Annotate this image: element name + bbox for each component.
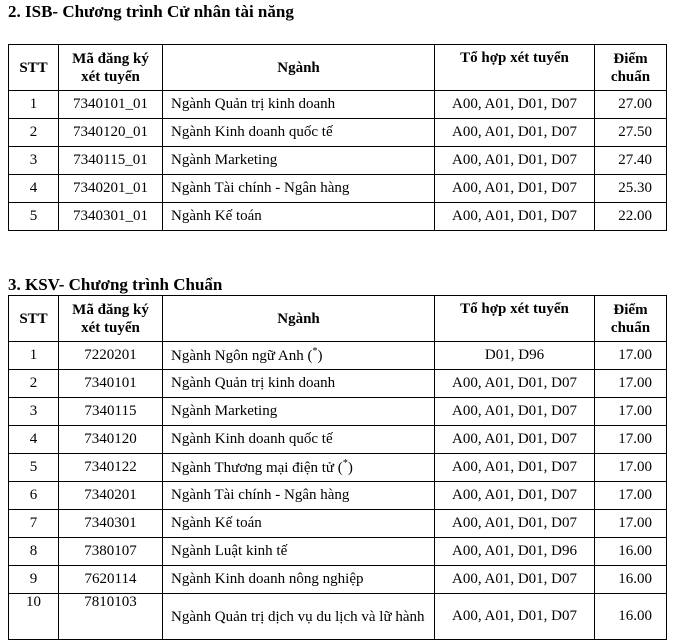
cell-ma: 7340120 xyxy=(59,426,163,454)
cell-nganh: Ngành Kinh doanh nông nghiệp xyxy=(163,566,435,594)
cell-stt: 4 xyxy=(9,175,59,203)
cell-ma: 7340201 xyxy=(59,482,163,510)
section-2-title: 2. ISB- Chương trình Cử nhân tài năng xyxy=(8,2,294,21)
table-row xyxy=(9,426,667,454)
header-diem: Điểm chuẩn xyxy=(595,45,667,91)
cell-ma: 7810103 xyxy=(59,594,163,640)
cell-ma: 7340301 xyxy=(59,510,163,538)
cell-tohop: A00, A01, D01, D07 xyxy=(435,482,595,510)
cell-stt: 8 xyxy=(9,538,59,566)
cell-stt: 2 xyxy=(9,370,59,398)
table-header-row xyxy=(9,45,667,91)
cell-ma: 7220201 xyxy=(59,342,163,370)
cell-tohop: A00, A01, D01, D07 xyxy=(435,398,595,426)
cell-diem: 17.00 xyxy=(595,370,667,398)
cell-tohop: A00, A01, D01, D07 xyxy=(435,175,595,203)
cell-nganh: Ngành Kế toán xyxy=(163,510,435,538)
cell-ma: 7340201_01 xyxy=(59,175,163,203)
table-row xyxy=(9,538,667,566)
header-ma: Mã đăng ký xét tuyển xyxy=(59,296,163,342)
cell-tohop: A00, A01, D01, D07 xyxy=(435,594,595,640)
cell-nganh: Ngành Kinh doanh quốc tế xyxy=(163,119,435,147)
cell-tohop: A00, A01, D01, D07 xyxy=(435,119,595,147)
cell-nganh: Ngành Marketing xyxy=(163,147,435,175)
cell-diem: 27.00 xyxy=(595,91,667,119)
cell-diem: 16.00 xyxy=(595,566,667,594)
cell-tohop: A00, A01, D01, D07 xyxy=(435,566,595,594)
cell-diem: 17.00 xyxy=(595,510,667,538)
cell-tohop: D01, D96 xyxy=(435,342,595,370)
cell-tohop: A00, A01, D01, D07 xyxy=(435,510,595,538)
cell-diem: 22.00 xyxy=(595,203,667,231)
header-stt: STT xyxy=(9,296,59,342)
cell-stt: 1 xyxy=(9,91,59,119)
table-row xyxy=(9,454,667,482)
header-nganh: Ngành xyxy=(163,296,435,342)
cell-nganh: Ngành Tài chính - Ngân hàng xyxy=(163,482,435,510)
table-row xyxy=(9,566,667,594)
header-tohop: Tổ hợp xét tuyển xyxy=(435,296,595,342)
cell-ma: 7340115_01 xyxy=(59,147,163,175)
cell-tohop: A00, A01, D01, D07 xyxy=(435,147,595,175)
cell-tohop: A00, A01, D01, D07 xyxy=(435,426,595,454)
table-row xyxy=(9,203,667,231)
cell-stt: 6 xyxy=(9,482,59,510)
table-row xyxy=(9,482,667,510)
header-stt: STT xyxy=(9,45,59,91)
cell-nganh: Ngành Luật kinh tế xyxy=(163,538,435,566)
table-row xyxy=(9,398,667,426)
header-nganh: Ngành xyxy=(163,45,435,91)
cell-nganh: Ngành Quản trị kinh doanh xyxy=(163,91,435,119)
table-row xyxy=(9,342,667,370)
cell-ma: 7620114 xyxy=(59,566,163,594)
cell-stt: 10 xyxy=(9,594,59,640)
cell-tohop: A00, A01, D01, D96 xyxy=(435,538,595,566)
cell-nganh: Ngành Tài chính - Ngân hàng xyxy=(163,175,435,203)
table-row xyxy=(9,175,667,203)
table-row xyxy=(9,119,667,147)
cell-diem: 17.00 xyxy=(595,482,667,510)
table-row xyxy=(9,594,667,640)
table-header-row xyxy=(9,296,667,342)
cell-nganh: Ngành Marketing xyxy=(163,398,435,426)
cell-tohop: A00, A01, D01, D07 xyxy=(435,454,595,482)
cell-tohop: A00, A01, D01, D07 xyxy=(435,91,595,119)
table-row xyxy=(9,91,667,119)
cell-ma: 7340101_01 xyxy=(59,91,163,119)
cell-nganh: Ngành Kế toán xyxy=(163,203,435,231)
header-diem: Điểm chuẩn xyxy=(595,296,667,342)
cell-stt: 5 xyxy=(9,203,59,231)
cell-diem: 17.00 xyxy=(595,454,667,482)
cell-ma: 7340120_01 xyxy=(59,119,163,147)
cell-nganh: Ngành Quản trị kinh doanh xyxy=(163,370,435,398)
cell-diem: 27.50 xyxy=(595,119,667,147)
footnote-marker: * xyxy=(342,458,348,469)
cell-nganh: Ngành Ngôn ngữ Anh (*) xyxy=(163,342,435,370)
cell-tohop: A00, A01, D01, D07 xyxy=(435,370,595,398)
cell-diem: 25.30 xyxy=(595,175,667,203)
cell-stt: 2 xyxy=(9,119,59,147)
header-tohop: Tổ hợp xét tuyển xyxy=(435,45,595,91)
cell-ma: 7380107 xyxy=(59,538,163,566)
isb-score-table xyxy=(8,44,667,231)
cell-stt: 4 xyxy=(9,426,59,454)
header-ma: Mã đăng ký xét tuyển xyxy=(59,45,163,91)
cell-nganh: Ngành Thương mại điện tử (*) xyxy=(163,454,435,482)
cell-diem: 16.00 xyxy=(595,594,667,640)
cell-tohop: A00, A01, D01, D07 xyxy=(435,203,595,231)
ksv-score-table xyxy=(8,295,667,640)
table-row xyxy=(9,510,667,538)
cell-diem: 27.40 xyxy=(595,147,667,175)
cell-stt: 3 xyxy=(9,147,59,175)
cell-stt: 5 xyxy=(9,454,59,482)
cell-diem: 16.00 xyxy=(595,538,667,566)
cell-ma: 7340122 xyxy=(59,454,163,482)
section-3-title: 3. KSV- Chương trình Chuẩn xyxy=(8,275,223,294)
table-row xyxy=(9,147,667,175)
cell-stt: 1 xyxy=(9,342,59,370)
cell-ma: 7340301_01 xyxy=(59,203,163,231)
cell-nganh: Ngành Quản trị dịch vụ du lịch và lữ hành xyxy=(163,594,435,640)
footnote-marker: * xyxy=(312,346,318,357)
cell-ma: 7340101 xyxy=(59,370,163,398)
cell-diem: 17.00 xyxy=(595,342,667,370)
cell-stt: 7 xyxy=(9,510,59,538)
cell-stt: 9 xyxy=(9,566,59,594)
cell-nganh: Ngành Kinh doanh quốc tế xyxy=(163,426,435,454)
cell-diem: 17.00 xyxy=(595,398,667,426)
table-row xyxy=(9,370,667,398)
cell-stt: 3 xyxy=(9,398,59,426)
cell-ma: 7340115 xyxy=(59,398,163,426)
cell-diem: 17.00 xyxy=(595,426,667,454)
